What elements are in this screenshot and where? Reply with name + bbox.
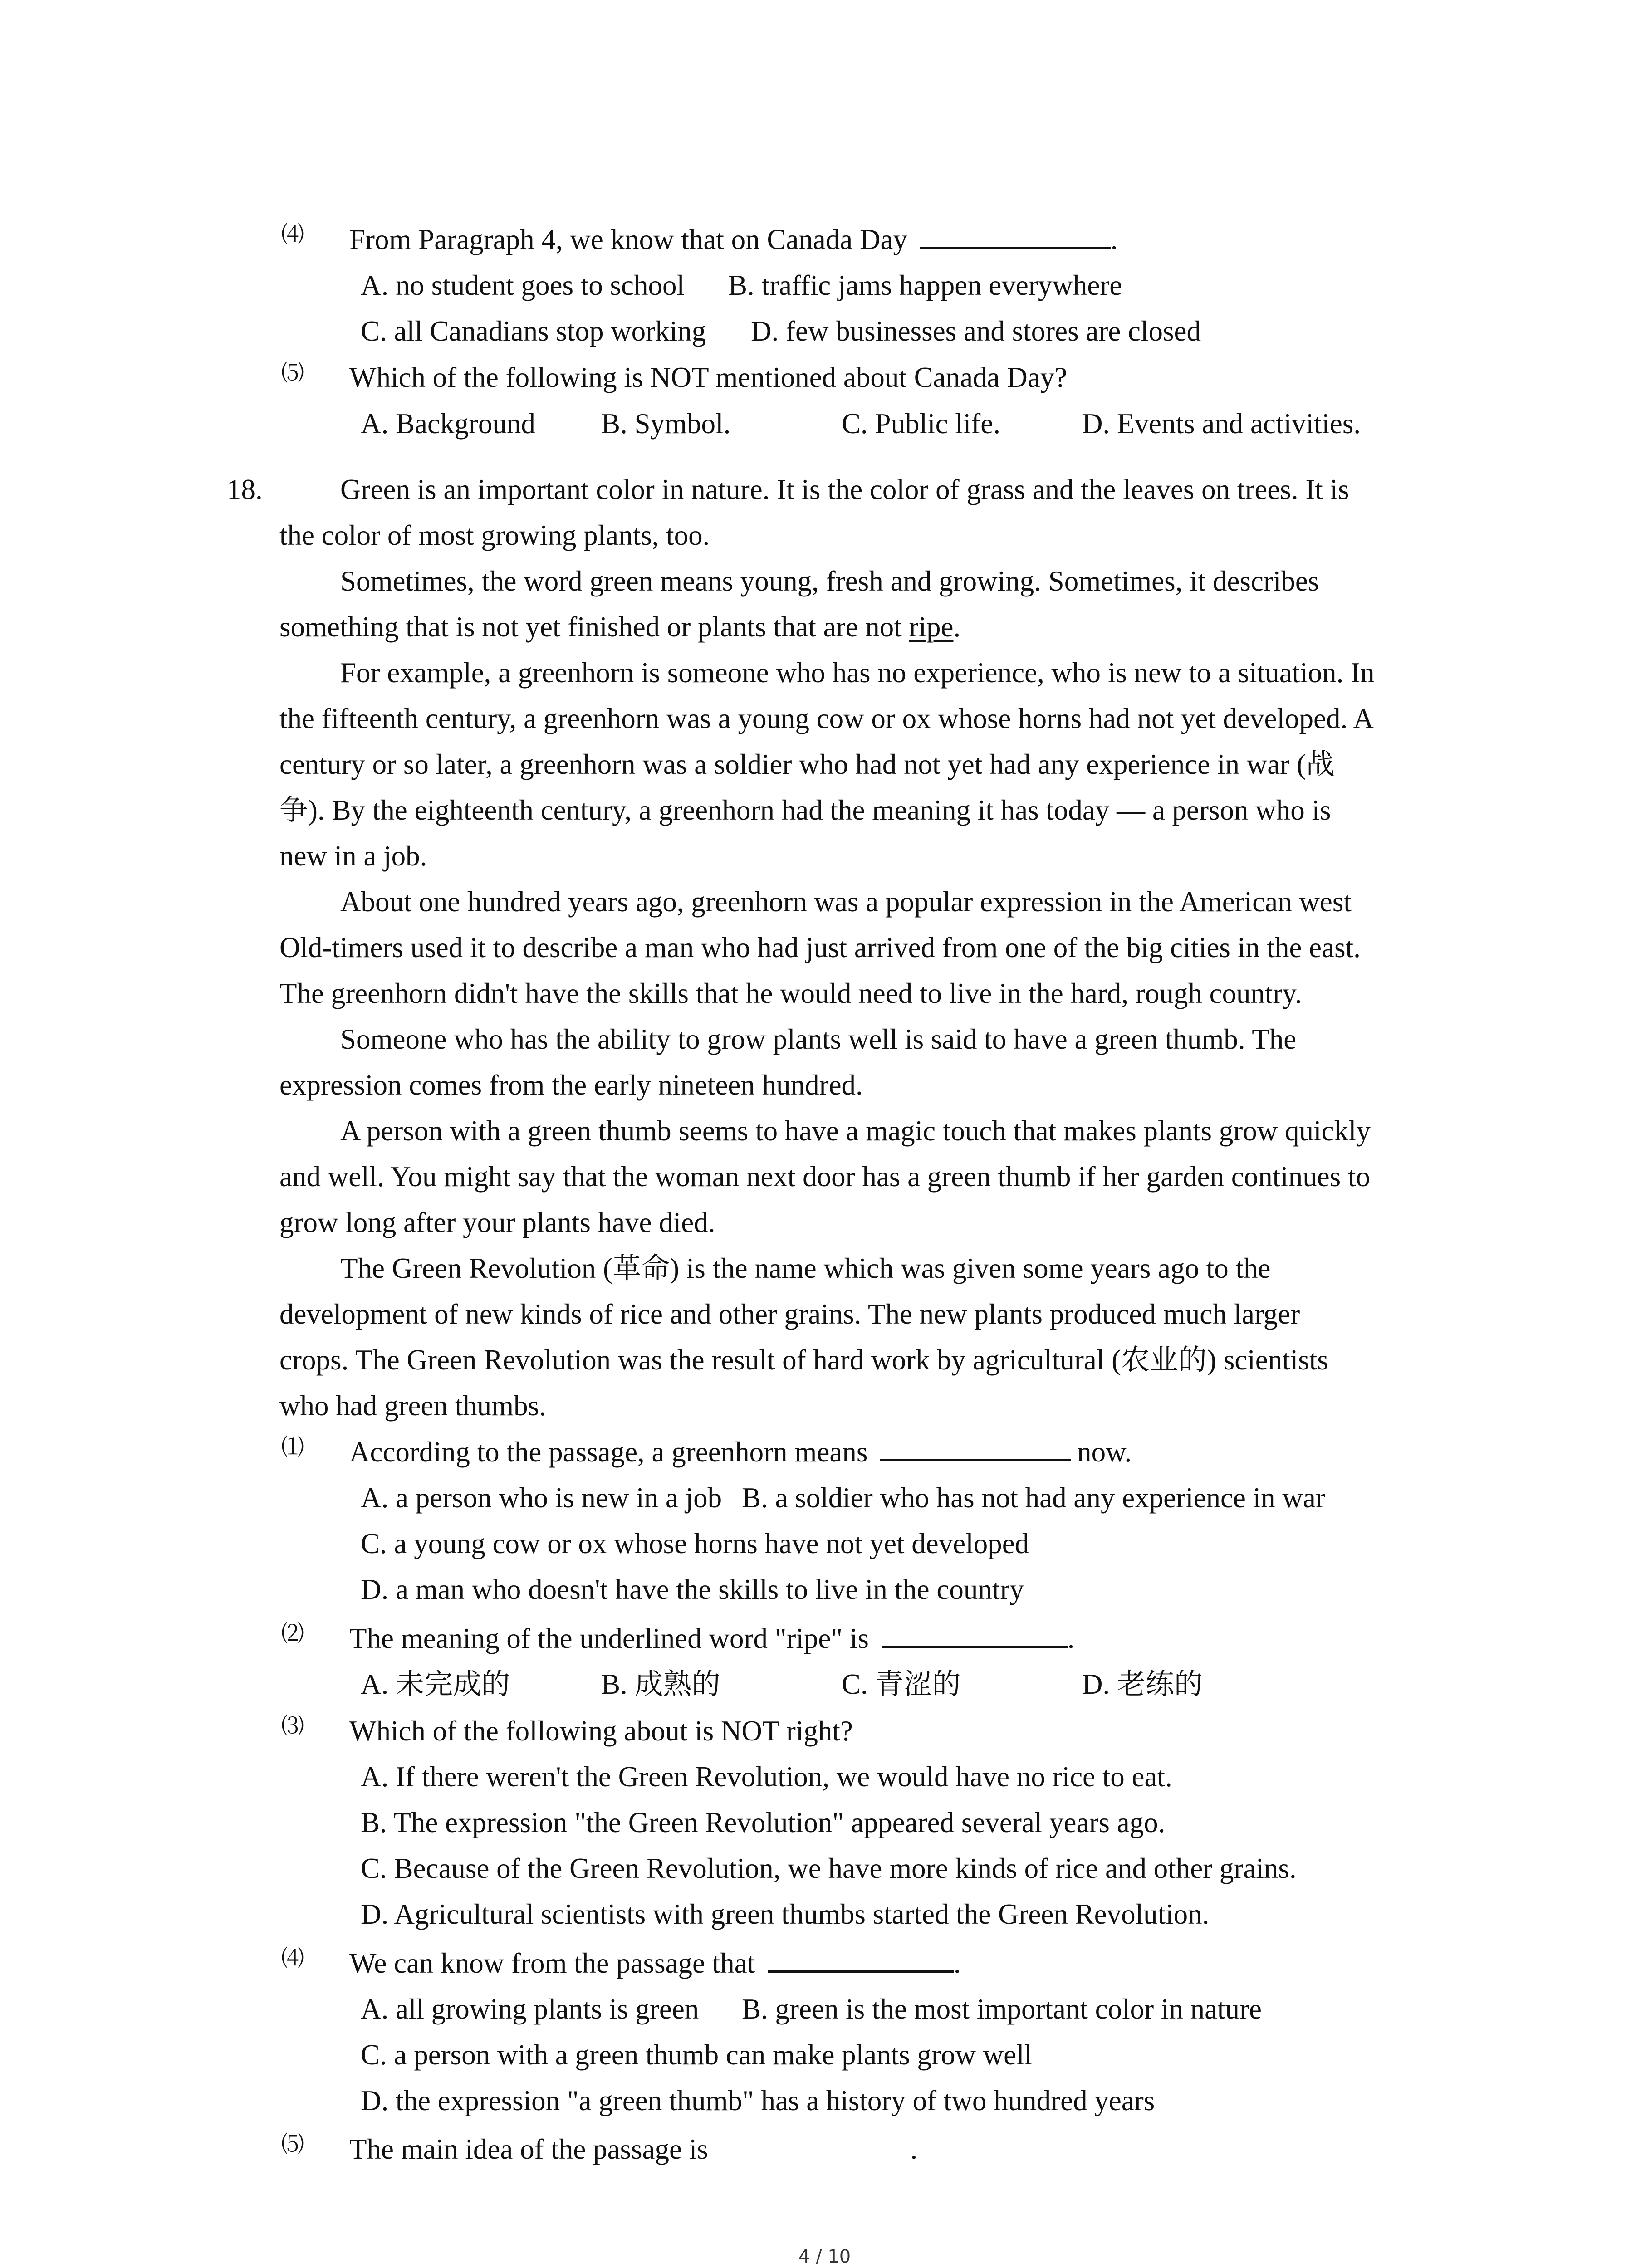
answer-blank (880, 1459, 1071, 1461)
stem-text: The main idea of the passage is (349, 2133, 708, 2165)
stem-end: . (953, 1947, 961, 1979)
question-stem: Which of the following is NOT mentioned about Canada Day? (349, 362, 1068, 393)
underlined-word: ripe (909, 611, 954, 643)
passage-line: development of new kinds of rice and other grains. The new plants produced much larger (279, 1298, 1300, 1330)
passage-line: For example, a greenhorn is someone who has no experience, who is new to a situation. In (340, 657, 1375, 689)
passage-line: Old-timers used it to describe a man who had just arrived from one of the big cities in the east. (279, 932, 1361, 963)
question-stem (349, 225, 1117, 254)
question-number: ⑷ (281, 221, 304, 248)
option-b: B. Symbol. (601, 408, 731, 440)
option-d: D. Events and activities. (1082, 408, 1361, 440)
option-b: B. The expression "the Green Revolution" appeared several years ago. (361, 1807, 1166, 1838)
question-number: ⑸ (281, 360, 304, 386)
option-b: B. green is the most important color in nature (742, 1993, 1262, 2025)
option-c: C. a person with a green thumb can make plants grow well (361, 2039, 1033, 2071)
question-number: ⑴ (281, 1434, 304, 1460)
stem-text: We can know from the passage that (349, 1947, 755, 1979)
line-end: . (953, 611, 961, 643)
passage-line: and well. You might say that the woman next door has a green thumb if her garden continues to (279, 1161, 1370, 1193)
option-d: D. Agricultural scientists with green thumbs started the Green Revolution. (361, 1898, 1210, 1930)
question-stem (349, 2135, 917, 2164)
passage-line: Sometimes, the word green means young, fresh and growing. Sometimes, it describes (340, 565, 1319, 597)
question-stem (349, 1624, 1074, 1653)
option-a: A. a person who is new in a job (361, 1482, 722, 1514)
passage-line: crops. The Green Revolution was the result of hard work by agricultural (农业的) scientists (279, 1344, 1328, 1376)
option-a: A. Background (361, 408, 535, 440)
option-c: C. 青涩的 (842, 1668, 961, 1700)
stem-text: From Paragraph 4, we know that on Canada Day (349, 224, 907, 255)
passage-line: Someone who has the ability to grow plants well is said to have a green thumb. The (340, 1023, 1297, 1055)
passage-line: 争). By the eighteenth century, a greenhorn had the meaning it has today — a person who is (279, 794, 1331, 826)
passage-line: expression comes from the early nineteen hundred. (279, 1069, 863, 1101)
answer-blank (920, 246, 1111, 249)
passage-line: the fifteenth century, a greenhorn was a young cow or ox whose horns had not yet developed. A (279, 703, 1374, 734)
option-b: B. traffic jams happen everywhere (728, 269, 1122, 301)
option-b: B. a soldier who has not had any experience in war (742, 1482, 1325, 1514)
option-c: C. Public life. (842, 408, 1000, 440)
option-a: A. all growing plants is green (361, 1993, 699, 2025)
passage-line: century or so later, a greenhorn was a soldier who had not yet had any experience in war (战 (279, 748, 1335, 780)
option-c: C. a young cow or ox whose horns have not yet developed (361, 1528, 1029, 1559)
line-text: something that is not yet finished or plants that are not (279, 611, 909, 643)
passage-number: 18. (227, 474, 263, 505)
stem-end: . (1110, 224, 1118, 255)
question-number: ⑸ (281, 2131, 304, 2157)
stem-end: now. (1077, 1436, 1132, 1468)
option-a: A. If there weren't the Green Revolution, we would have no rice to eat. (361, 1761, 1172, 1793)
passage-line: The Green Revolution (革命) is the name which was given some years ago to the (340, 1252, 1271, 1284)
question-number: ⑶ (281, 1713, 304, 1739)
stem-text: According to the passage, a greenhorn means (349, 1436, 868, 1468)
answer-blank (882, 1645, 1068, 1648)
passage-line: the color of most growing plants, too. (279, 519, 710, 551)
passage-line: who had green thumbs. (279, 1390, 546, 1422)
option-c: C. Because of the Green Revolution, we have more kinds of rice and other grains. (361, 1853, 1297, 1884)
passage-line: new in a job. (279, 840, 427, 872)
option-a: A. no student goes to school (361, 269, 685, 301)
stem-end: . (910, 2133, 918, 2165)
page-number: 4 / 10 (798, 2246, 851, 2267)
question-stem (349, 1438, 1132, 1466)
stem-end: . (1067, 1623, 1075, 1654)
option-a: A. 未完成的 (361, 1668, 510, 1700)
option-d: D. the expression "a green thumb" has a history of two hundred years (361, 2085, 1155, 2116)
question-number: ⑵ (281, 1620, 304, 1647)
option-d: D. 老练的 (1082, 1668, 1203, 1700)
passage-line (279, 613, 960, 641)
stem-text: The meaning of the underlined word "ripe" is (349, 1623, 869, 1654)
answer-blank (768, 1970, 954, 1973)
passage-line: A person with a green thumb seems to have a magic touch that makes plants grow quickly (340, 1115, 1371, 1147)
option-b: B. 成熟的 (601, 1668, 720, 1700)
question-number: ⑷ (281, 1945, 304, 1971)
option-d: D. few businesses and stores are closed (751, 315, 1201, 347)
passage-line: Green is an important color in nature. It is the color of grass and the leaves on trees. It is (340, 474, 1349, 505)
option-d: D. a man who doesn't have the skills to live in the country (361, 1574, 1024, 1605)
option-c: C. all Canadians stop working (361, 315, 706, 347)
question-stem: Which of the following about is NOT right? (349, 1715, 853, 1747)
passage-line: About one hundred years ago, greenhorn was a popular expression in the American west (340, 886, 1352, 918)
question-stem (349, 1949, 961, 1978)
passage-line: The greenhorn didn't have the skills that he would need to live in the hard, rough country. (279, 978, 1302, 1009)
passage-line: grow long after your plants have died. (279, 1207, 715, 1238)
